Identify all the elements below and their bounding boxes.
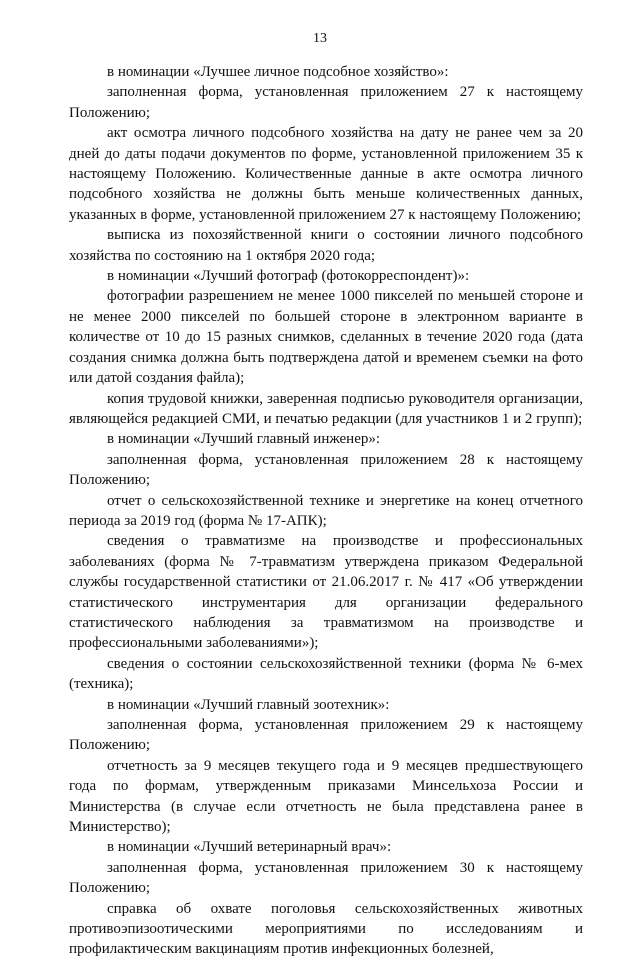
paragraph: фотографии разрешением не менее 1000 пикселей по меньшей стороне и не менее 2000 пикселей по большей стороне в электронном варианте в количестве от 10 до 15 разных снимков, сделанных в течение 2020 года (дата создания снимка должна быть подтверждена датой и временем съемки на фото или датой создания файла); — [69, 288, 583, 387]
paragraph: справка об охвате поголовья сельскохозяйственных животных противоэпизоотическими мероприятиями по исследованиям и профилактическим вакцинациям против инфекционных болезней, — [69, 900, 583, 958]
paragraph: заполненная форма, установленная приложением 30 к настоящему Положению; — [69, 859, 583, 897]
paragraph: сведения о травматизме на производстве и профессиональных заболеваниях (форма № 7-травматизм утверждена приказом Федеральной службы государственной статистики от 21.06.2017 г. № 417 «Об утверждении статистического инструментария для организации федерального статистического наблюдения за травматизмом на производстве и профессиональными заболеваниями»); — [69, 533, 583, 652]
nomination-heading: в номинации «Лучший главный зоотехник»: — [107, 696, 390, 713]
paragraph: копия трудовой книжки, заверенная подписью руководителя организации, являющейся редакцией СМИ, и печатью редакции (для участников 1 и 2 групп); — [69, 390, 583, 427]
paragraph: отчетность за 9 месяцев текущего года и 9 месяцев предшествующего года по формам, утвержденным приказами Минсельхоза России и Министерства (в случае если отчетность не была представлена ранее в Министерство); — [69, 757, 583, 836]
paragraph: отчет о сельскохозяйственной технике и энергетике на конец отчетного периода за 2019 год (форма № 17-АПК); — [69, 492, 583, 529]
paragraph: выписка из похозяйственной книги о состоянии личного подсобного хозяйства по состоянию на 1 октября 2020 года; — [69, 227, 583, 264]
nomination-heading: в номинации «Лучший главный инженер»: — [107, 431, 381, 448]
nomination-heading: в номинации «Лучший ветеринарный врач»: — [107, 839, 392, 856]
page-number: 13 — [313, 31, 327, 46]
paragraph: сведения о состоянии сельскохозяйственной техники (форма № 6-мех (техника); — [69, 655, 583, 693]
paragraph: акт осмотра личного подсобного хозяйства на дату не ранее чем за 20 дней до даты подачи документов по форме, установленной приложением 35 к настоящему Положению. Количественные данные в акте осмотра личного подсобного хозяйства не должны быть меньше количественных данных, указанных в форме, установленной приложением 27 к настоящему Положению; — [69, 125, 583, 223]
nomination-heading: в номинации «Лучший фотограф (фотокорреспондент)»: — [107, 268, 470, 285]
paragraph: заполненная форма, установленная приложением 29 к настоящему Положению; — [69, 717, 583, 754]
document-body — [69, 62, 583, 960]
paragraph: заполненная форма, установленная приложением 27 к настоящему Положению; — [69, 84, 583, 121]
nomination-heading: в номинации «Лучшее личное подсобное хозяйство»: — [107, 64, 449, 80]
paragraph: заполненная форма, установленная приложением 28 к настоящему Положению; — [69, 451, 583, 489]
